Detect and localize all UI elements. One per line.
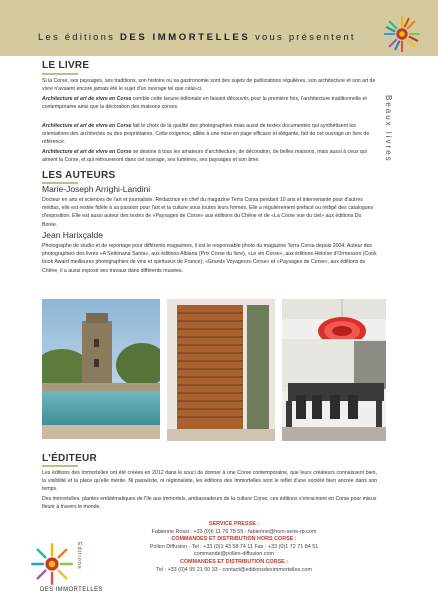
- corse-contact-line[interactable]: Tel : +33 (0)4 95 21 00 33 - contact@editionsdesimmortelles.com: [156, 566, 312, 573]
- header-tagline: [38, 32, 368, 43]
- livre-paragraph-2-text: comble cette lacune éditoriale en faisant découvrir, pour la première fois, l'architecture traditionnelle et contemporaine ainsi que la décoration des maisons corses.: [42, 96, 367, 111]
- header-suffix: vous présentent: [255, 32, 356, 43]
- title-underline: [42, 73, 78, 75]
- section-title-livre: LE LIVRE: [42, 60, 90, 71]
- book-title-italic: Architecture et art de vivre en Corse: [42, 96, 132, 102]
- author-1-bio: Docteur en arts et sciences de l'art et journaliste. Rédactrice en chef du magazine Terra Corsa pendant 10 ans et intervenante pour d'autres médias, elle est restée fidèle à sa passion pour l'art et la culture sous toutes leurs formes. Elle a régulièrement préfacé ou rédigé des catalogues d'exposition. Elle est aussi auteur des textes de «Paysages de Corse» aux éditions du Chêne et de «La Corse vue du ciel» aux éditions Du Borée.: [42, 197, 374, 228]
- side-label-beaux-livres: Beaux livres: [384, 95, 393, 163]
- publisher-flower-logo: [383, 15, 421, 53]
- distribution-title: COMMANDES ET DISTRIBUTION HORS CORSE :: [171, 536, 297, 543]
- photo-wooden-shutters: [167, 299, 275, 441]
- section-title-auteurs: LES AUTEURS: [42, 170, 116, 181]
- header-publisher: DES IMMORTELLES: [119, 32, 251, 43]
- contact-block: [84, 521, 384, 574]
- editeur-paragraph-2: Des immortelles, plantes emblématiques de l'île aux immortels, ambassadeurs de la culture Corse, ces éditions s'enracinent en Corse pour mieux fleurir à travers le monde.: [42, 496, 377, 511]
- photo-tower-pool: [42, 299, 160, 439]
- footer-flower-logo: [30, 542, 74, 586]
- author-2-bio: Photographe de studio et de reportage pour différents magazines, il est le responsable photo du magazine Terra Corsa depuis 2004. Auteur des photographies des livres «A Settimana Santa», aux éditions Albiana (Prix Corse du livre), «Le vin Corse», aux éditions Héloïse d'Ormesson (Cook book Award meilleures photographies de vins et spiritueux de France), «Grands Voyageurs-Corse» et «Paysages de Corse», aux éditions du Chêne, il a aussi exposé ses travaux dans différents musées.: [42, 243, 377, 274]
- book-title-italic: Architecture et art de vivre en Corse: [42, 149, 132, 155]
- title-underline: [42, 465, 78, 467]
- footer-logo-editions: Éditions: [76, 542, 82, 570]
- author-2-name: Jean Harixçalde: [42, 230, 103, 240]
- footer-logo-name: DES IMMORTELLES: [40, 587, 103, 593]
- livre-paragraph-4-text: se destine à tous les amateurs d'architecture, de décoration, de belles maisons, mais aussi à ceux qui aiment la Corse, et qui retrouveront dans cet ouvrage, ses lumières, ses paysages et son âme.: [42, 149, 367, 164]
- distribution-contact-line: Pollen Diffusion - Tel : +33 (0)1 43 58 74 11 Fax : +33 (0)1 72 71 84 51: [149, 543, 319, 550]
- book-title-italic: Architecture et art de vivre en Corse: [42, 123, 132, 129]
- press-contact-line[interactable]: Fabienne Rossi : +33 (0)6 11 76 78 59 - fabienne@hors-serie-rp.com: [151, 528, 317, 535]
- livre-paragraph-3: [42, 122, 377, 147]
- photo-tower-pool-image: [42, 299, 160, 439]
- distribution-email[interactable]: commande@pollen-diffusion.com: [194, 551, 274, 558]
- livre-paragraph-3-text: fait le choix de la qualité des photographies mais aussi de textes documentés qui synthétisent les orientations des architectes ou des propriétaires. Cette exigence, alliée à une mise en page efficace et élégante, fait de cet ouvrage un livre de référence.: [42, 123, 370, 146]
- press-service-title: SERVICE PRESSE :: [208, 521, 260, 527]
- header-band: [0, 0, 438, 56]
- section-title-editeur: L'ÉDITEUR: [42, 453, 98, 464]
- author-1-name: Marie-Joseph Arrighi-Landini: [42, 184, 151, 194]
- editeur-paragraph-1: Les éditions des Immortelles ont été créées en 2012 dans le souci de donner à une Corse contemporaine, que leurs créateurs connaissent bien, la visibilité et la place qu'elle mérite. Ni passéiste, ni régionaliste, les éditions des Immortelles sont le reflet d'une société bien ancrée dans son temps.: [42, 470, 377, 493]
- livre-paragraph-1: Si la Corse, ses paysages, ses traditions, son histoire ou sa gastronomie sont des sujets de publications régulières, son architecture et son art de vivre n'avaient encore jamais été le sujet d'un ouvrage tel que celui-ci.: [42, 78, 376, 93]
- livre-paragraph-4: [42, 148, 377, 164]
- corse-distribution-title: COMMANDES ET DISTRIBUTION CORSE :: [179, 558, 289, 565]
- livre-paragraph-2: [42, 95, 377, 111]
- photo-dining-room-image: [282, 299, 386, 441]
- header-prefix: Les éditions: [38, 32, 116, 43]
- photo-dining-room: [282, 299, 386, 441]
- photo-wooden-shutters-image: [167, 299, 275, 441]
